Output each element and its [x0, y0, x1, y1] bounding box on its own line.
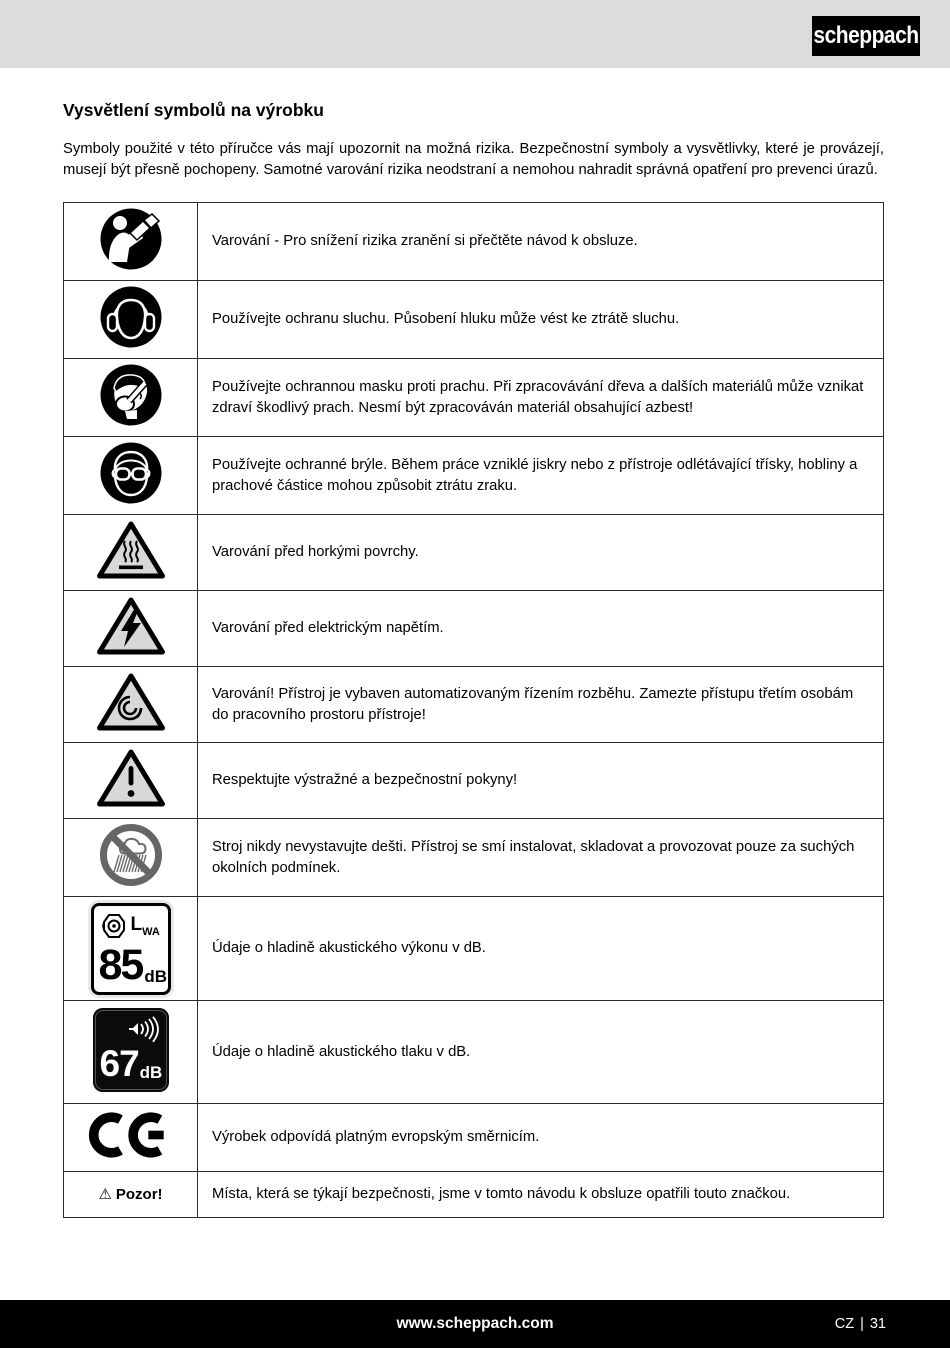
table-row	[64, 1001, 884, 1104]
description-cell: Používejte ochranné brýle. Během práce vzniklé jiskry nebo z přístroje odlétávající třísky, hobliny a prachové částice mohou způsobit ztrátu zraku.	[198, 437, 884, 515]
sound-pressure-unit: dB	[139, 1062, 163, 1082]
read-manual-icon	[99, 207, 163, 271]
symbol-cell	[64, 515, 198, 591]
description-cell: Varování před elektrickým napětím.	[198, 591, 884, 667]
description-cell: Místa, která se týkají bezpečnosti, jsme v tomto návodu k obsluze opatřili touto značkou.	[198, 1172, 884, 1218]
automatic-start-warning-icon	[96, 671, 166, 733]
description-cell: Respektujte výstražné a bezpečnostní pokyny!	[198, 743, 884, 819]
table-row	[64, 743, 884, 819]
sound-pressure-value: 67	[99, 1042, 139, 1084]
electric-voltage-warning-icon	[96, 595, 166, 657]
symbol-cell	[64, 1104, 198, 1172]
table-row	[64, 437, 884, 515]
table-row	[64, 1172, 884, 1218]
symbol-cell	[64, 1001, 198, 1104]
description-cell: Používejte ochranu sluchu. Působení hluku může vést ke ztrátě sluchu.	[198, 281, 884, 359]
pozor-label: Pozor!	[115, 1186, 163, 1203]
table-row	[64, 515, 884, 591]
footer-page-number: CZ | 31	[834, 1316, 886, 1332]
ce-mark-icon	[86, 1110, 176, 1160]
warning-triangle-icon: ⚠	[98, 1186, 112, 1203]
description-cell: Údaje o hladině akustického výkonu v dB.	[198, 897, 884, 1001]
description-cell: Údaje o hladině akustického tlaku v dB.	[198, 1001, 884, 1104]
table-row	[64, 897, 884, 1001]
symbol-cell	[64, 819, 198, 897]
table-row	[64, 667, 884, 743]
general-warning-icon	[96, 747, 166, 809]
speaker-icon	[99, 912, 127, 940]
dust-mask-icon	[99, 363, 163, 427]
no-rain-icon	[99, 823, 163, 887]
safety-goggles-icon	[99, 441, 163, 505]
description-cell: Varování před horkými povrchy.	[198, 515, 884, 591]
table-row	[64, 281, 884, 359]
symbol-cell	[64, 437, 198, 515]
footer-website: www.scheppach.com	[396, 1315, 554, 1332]
attention-mark-icon	[98, 1186, 162, 1203]
description-cell: Stroj nikdy nevystavujte dešti. Přístroj se smí instalovat, skladovat a provozovat pouze za suchých okolních podmínek.	[198, 819, 884, 897]
page-title: Vysvětlení symbolů na výrobku	[63, 100, 324, 120]
table-row	[64, 591, 884, 667]
symbols-table	[63, 202, 884, 1218]
header-band	[0, 0, 950, 68]
description-cell: Varování - Pro snížení rizika zranění si přečtěte návod k obsluze.	[198, 203, 884, 281]
symbol-cell	[64, 897, 198, 1001]
scheppach-logo-text: scheppach	[813, 22, 919, 49]
symbol-cell	[64, 203, 198, 281]
speaker-waves-icon	[127, 1016, 161, 1046]
symbol-cell	[64, 667, 198, 743]
table-row	[64, 359, 884, 437]
sound-pressure-level-icon	[93, 1008, 169, 1092]
description-cell: Používejte ochrannou masku proti prachu. Při zpracovávání dřeva a dalších materiálů může vznikat zdraví škodlivý prach. Nesmí být zpracováván materiál obsahující azbest!	[198, 359, 884, 437]
sound-power-value: 85	[98, 940, 143, 989]
table-row	[64, 819, 884, 897]
table-row	[64, 203, 884, 281]
sound-power-unit: dB	[144, 966, 168, 986]
description-cell: Výrobek odpovídá platným evropským směrnicím.	[198, 1104, 884, 1172]
ear-protection-icon	[99, 285, 163, 349]
scheppach-logo	[812, 16, 920, 56]
symbol-cell	[64, 359, 198, 437]
footer-bar	[0, 1300, 950, 1348]
hot-surface-warning-icon	[96, 519, 166, 581]
symbol-cell	[64, 591, 198, 667]
description-cell: Varování! Přístroj je vybaven automatizovaným řízením rozběhu. Zamezte přístupu třetím osobám do pracovního prostoru přístroje!	[198, 667, 884, 743]
sound-power-level-icon	[91, 903, 171, 995]
table-row	[64, 1104, 884, 1172]
symbol-cell	[64, 1172, 198, 1218]
symbol-cell	[64, 743, 198, 819]
lwa-label: $L_{WA}$	[130, 913, 160, 938]
content	[63, 68, 884, 1218]
symbol-cell	[64, 281, 198, 359]
intro-paragraph: Symboly použité v této příručce vás mají upozornit na možná rizika. Bezpečnostní symboly a vysvětlivky, které je provázejí, musejí být přesně pochopeny. Samotné varování rizika neodstraní a nemohou nahradit správná opatření pro prevenci úrazů.	[63, 141, 884, 178]
